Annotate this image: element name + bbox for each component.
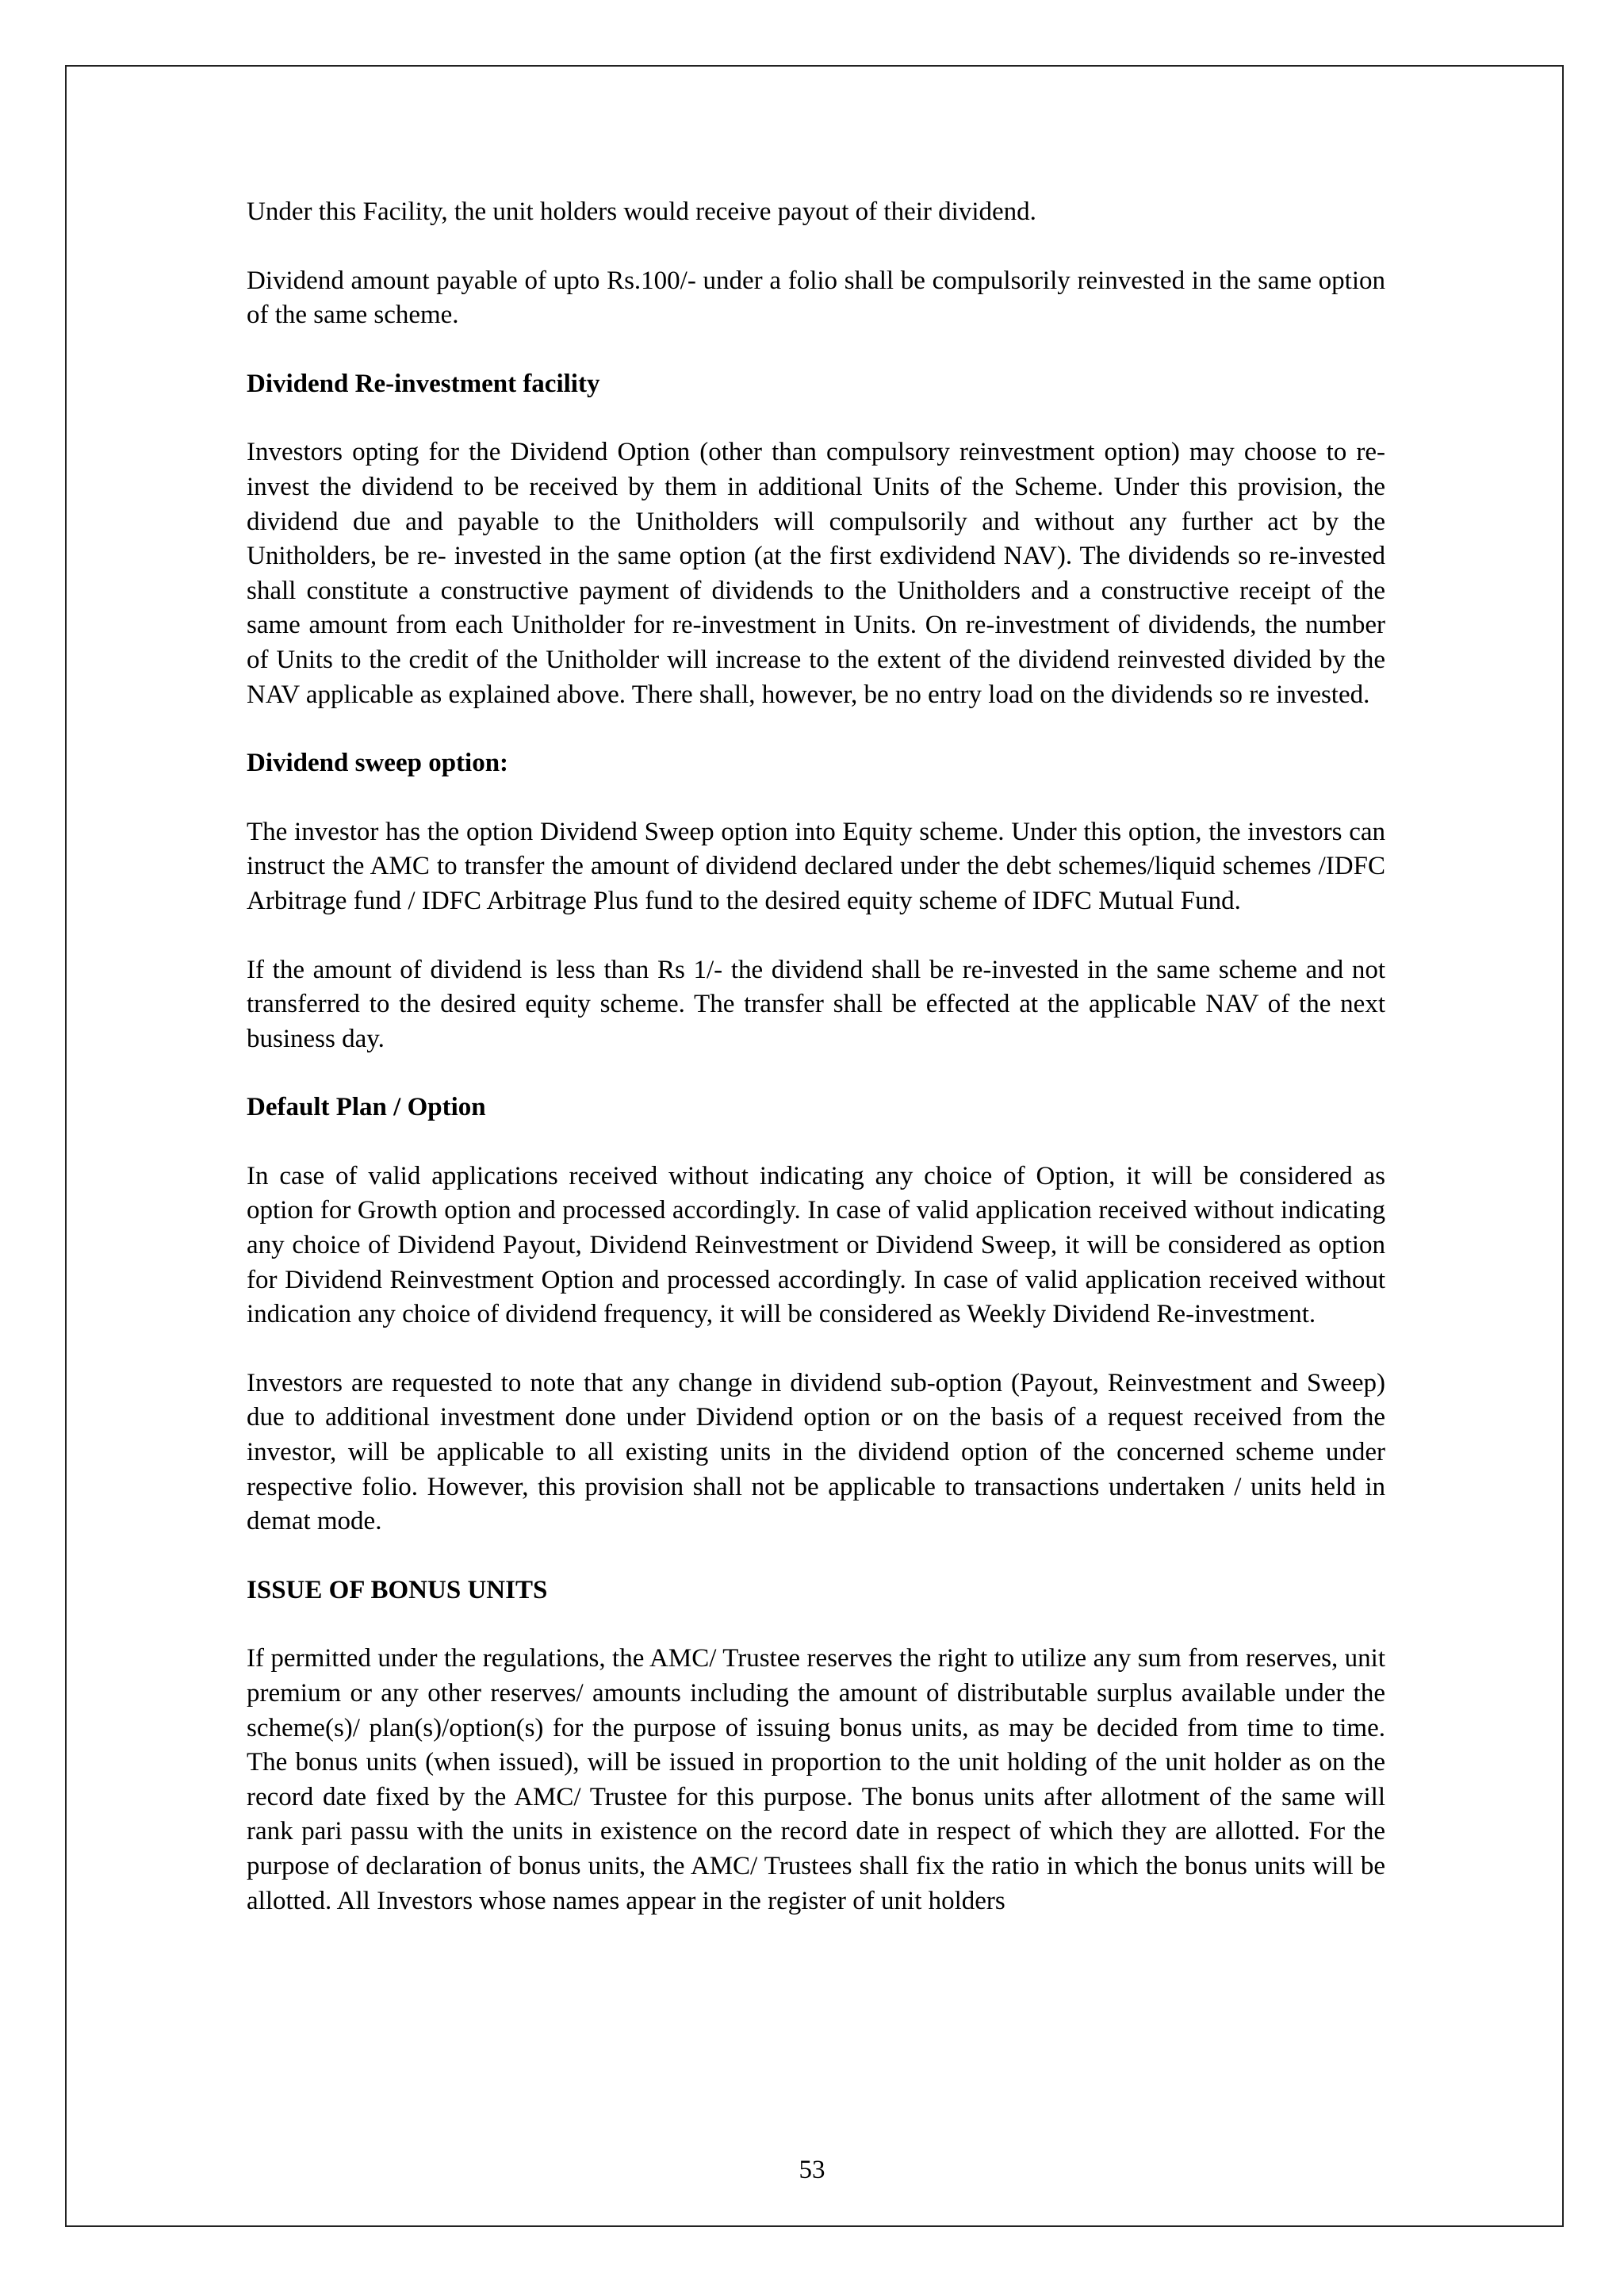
paragraph-reinvestment: Investors opting for the Dividend Option (other than compulsory reinvestment option) may choose to re-invest the dividend to be received by them in additional Units of the Scheme. Under this provision, the dividend due and payable to the Unitholders will compulsorily and without any further act by the Unitholders, be re- invested in the same option (at the first exdividend NAV). The dividends so re-invested shall constitute a constructive payment of dividends to the Unitholders and a constructive receipt of the same amount from each Unitholder for re-investment in Units. On re-investment of dividends, the number of Units to the credit of the Unitholder will increase to the extent of the dividend reinvested divided by the NAV applicable as explained above. There shall, however, be no entry load on the dividends so re invested. [247,438,1385,709]
intro-paragraph-compulsory-reinvest: Dividend amount payable of upto Rs.100/- under a folio shall be compulsorily reinvested in the same option of the same scheme. [247,266,1385,330]
document-body [247,195,1385,1918]
paragraph-default-option: In case of valid applications received without indicating any choice of Option, it will be considered as option for Growth option and processed accordingly. In case of valid application received without indicating any choice of Dividend Payout, Dividend Reinvestment or Dividend Sweep, it will be considered as option for Dividend Reinvestment Option and processed accordingly. In case of valid application received without indication any choice of dividend frequency, it will be considered as Weekly Dividend Re-investment. [247,1161,1385,1329]
paragraph-bonus-units: If permitted under the regulations, the AMC/ Trustee reserves the right to utilize any sum from reserves, unit premium or any other reserves/ amounts including the amount of distributable surplus available under the scheme(s)/ plan(s)/option(s) for the purpose of issuing bonus units, as may be decided from time to time. The bonus units (when issued), will be issued in proportion to the unit holding of the unit holder as on the record date fixed by the AMC/ Trustee for this purpose. The bonus units after allotment of the same will rank pari passu with the units in existence on the record date in respect of which they are allotted. For the purpose of declaration of bonus units, the AMC/ Trustees shall fix the ratio in which the bonus units will be allotted. All Investors whose names appear in the register of unit holders [247,1644,1385,1915]
heading-dividend-sweep: Dividend sweep option: [247,749,509,778]
intro-paragraph-payout: Under this Facility, the unit holders would receive payout of their dividend. [247,197,1036,226]
paragraph-sub-option-change: Investors are requested to note that any change in dividend sub-option (Payout, Reinvestment and Sweep) due to additional investment done under Dividend option or on the basis of a request received from the investor, will be applicable to all existing units in the dividend option of the concerned scheme under respective folio. However, this provision shall not be applicable to transactions undertaken / units held in demat mode. [247,1368,1385,1536]
heading-default-plan: Default Plan / Option [247,1093,486,1122]
heading-bonus-units: ISSUE OF BONUS UNITS [247,1575,548,1604]
paragraph-sweep-threshold: If the amount of dividend is less than Rs 1/- the dividend shall be re-invested in the same scheme and not transferred to the desired equity scheme. The transfer shall be effected at the applicable NAV of the next business day. [247,955,1385,1053]
heading-dividend-reinvestment: Dividend Re-investment facility [247,369,600,398]
page-number: 53 [799,2156,825,2184]
paragraph-sweep-option: The investor has the option Dividend Sweep option into Equity scheme. Under this option, the investors can instruct the AMC to transfer the amount of dividend declared under the debt schemes/liquid schemes /IDFC Arbitrage fund / IDFC Arbitrage Plus fund to the desired equity scheme of IDFC Mutual Fund. [247,817,1385,915]
